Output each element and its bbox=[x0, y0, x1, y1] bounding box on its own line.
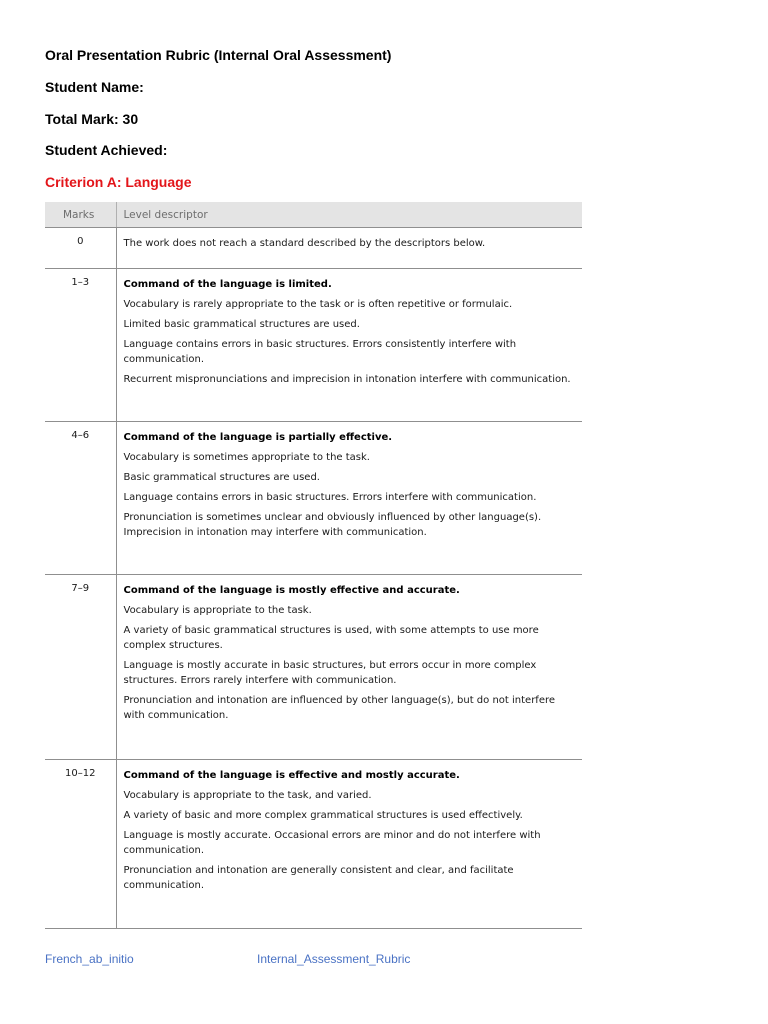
descriptor-cell bbox=[116, 422, 582, 575]
criterion-heading: Criterion A: Language bbox=[45, 174, 192, 190]
descriptor-summary: Command of the language is effective and mostly accurate. bbox=[123, 770, 460, 781]
descriptor-column-header: Level descriptor bbox=[116, 202, 582, 228]
descriptor-line: Pronunciation and intonation are generally consistent and clear, and facilitate communication. bbox=[123, 865, 514, 891]
document-title: Oral Presentation Rubric (Internal Oral Assessment) bbox=[45, 47, 392, 63]
descriptor-line: Pronunciation is sometimes unclear and obviously influenced by other language(s). Imprecision in intonation may interfere with communication. bbox=[123, 512, 542, 538]
marks-cell: 7–9 bbox=[45, 575, 116, 760]
table-row bbox=[45, 228, 582, 269]
descriptor-line: Language contains errors in basic structures. Errors consistently interfere with communication. bbox=[123, 339, 517, 365]
descriptor-line: Vocabulary is sometimes appropriate to the task. bbox=[123, 452, 370, 463]
descriptor-line: Vocabulary is rarely appropriate to the task or is often repetitive or formulaic. bbox=[123, 299, 513, 310]
descriptor-summary: Command of the language is mostly effective and accurate. bbox=[123, 585, 460, 596]
descriptor-line: Limited basic grammatical structures are used. bbox=[123, 319, 360, 330]
marks-cell: 0 bbox=[45, 228, 116, 269]
descriptor-cell bbox=[116, 575, 582, 760]
descriptor-summary: Command of the language is partially effective. bbox=[123, 432, 393, 443]
descriptor-line: Basic grammatical structures are used. bbox=[123, 472, 320, 483]
table-row bbox=[45, 269, 582, 422]
student-achieved-label: Student Achieved: bbox=[45, 142, 168, 158]
marks-column-header: Marks bbox=[45, 202, 116, 228]
table-row bbox=[45, 760, 582, 929]
descriptor-summary: Command of the language is limited. bbox=[123, 279, 332, 290]
descriptor-cell bbox=[116, 269, 582, 422]
descriptor-line: Vocabulary is appropriate to the task. bbox=[123, 605, 312, 616]
footer-subject: French_ab_initio bbox=[45, 952, 134, 966]
rubric-table bbox=[45, 202, 582, 929]
descriptor-line: Vocabulary is appropriate to the task, and varied. bbox=[123, 790, 372, 801]
descriptor-line: Recurrent mispronunciations and imprecision in intonation interfere with communication. bbox=[123, 374, 571, 385]
descriptor-line: A variety of basic grammatical structures is used, with some attempts to use more complex structures. bbox=[123, 625, 539, 651]
table-row bbox=[45, 422, 582, 575]
table-row bbox=[45, 575, 582, 760]
marks-cell: 4–6 bbox=[45, 422, 116, 575]
descriptor-line: Language is mostly accurate in basic structures, but errors occur in more complex structures. Errors rarely interfere with communication. bbox=[123, 660, 537, 686]
total-mark-label: Total Mark: 30 bbox=[45, 111, 139, 127]
descriptor-line: A variety of basic and more complex grammatical structures is used effectively. bbox=[123, 810, 523, 821]
footer-document-name: Internal_Assessment_Rubric bbox=[257, 952, 411, 966]
rubric-header-row bbox=[45, 202, 582, 228]
descriptor-line: Pronunciation and intonation are influenced by other language(s), but do not interfere with communication. bbox=[123, 695, 556, 721]
descriptor-line: Language contains errors in basic structures. Errors interfere with communication. bbox=[123, 492, 537, 503]
descriptor-line: The work does not reach a standard described by the descriptors below. bbox=[123, 238, 486, 249]
marks-cell: 1–3 bbox=[45, 269, 116, 422]
marks-cell: 10–12 bbox=[45, 760, 116, 929]
descriptor-cell bbox=[116, 228, 582, 269]
descriptor-cell bbox=[116, 760, 582, 929]
student-name-label: Student Name: bbox=[45, 79, 144, 95]
descriptor-line: Language is mostly accurate. Occasional errors are minor and do not interfere with communication. bbox=[123, 830, 541, 856]
